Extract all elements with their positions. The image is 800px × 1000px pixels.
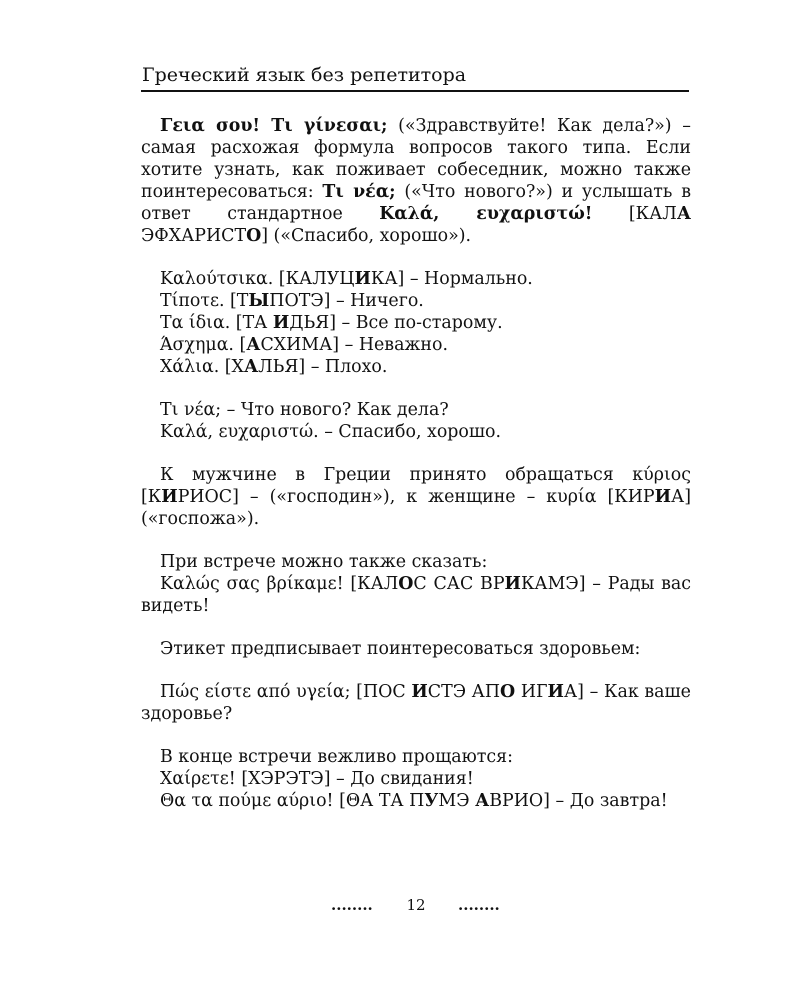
bold-text: О bbox=[398, 574, 414, 594]
text-run: ] («Спасибо, хорошо»). bbox=[261, 226, 472, 246]
body-paragraph bbox=[141, 399, 691, 421]
bold-text: И bbox=[272, 313, 290, 333]
text-run: Χάλια. [Х bbox=[160, 357, 244, 377]
text-run: ВРИО] – До завтра! bbox=[489, 791, 668, 811]
text-run: ЭФХАРИСТ bbox=[141, 226, 247, 246]
body-paragraph bbox=[141, 356, 691, 378]
text-run: Καλούτσικα. [КАЛУЦ bbox=[160, 269, 355, 289]
bold-text: О bbox=[500, 682, 516, 702]
bold-text: О bbox=[246, 226, 262, 246]
text-run: ДЬЯ] – Все по-старому. bbox=[289, 313, 503, 333]
paragraph-gap bbox=[141, 530, 691, 551]
text-run: Τα ίδια. [ТА bbox=[160, 313, 273, 333]
bold-text: И bbox=[161, 487, 178, 507]
text-run: МЭ bbox=[438, 791, 476, 811]
text-run: Καλά, ευχαριστώ. – Спасибо, хорошо. bbox=[160, 422, 502, 442]
bold-text: И bbox=[654, 487, 672, 507]
paragraph-gap bbox=[141, 443, 691, 464]
running-header: Греческий язык без репетитора bbox=[142, 64, 467, 86]
body-paragraph bbox=[141, 312, 691, 334]
text-run: А] – Как ваше здоровье? bbox=[141, 682, 691, 724]
text-run: ПОТЭ] – Ничего. bbox=[269, 291, 424, 311]
body-paragraph bbox=[141, 768, 691, 790]
bold-text: И bbox=[354, 269, 371, 289]
footer-dots-right: ........ bbox=[458, 896, 500, 914]
text-run: [КАЛ bbox=[592, 204, 677, 224]
text-run: Τι νέα; – Что нового? Как дела? bbox=[160, 400, 449, 420]
text-run: Πώς είστε από υγεία; [ПОС bbox=[160, 682, 412, 702]
bold-text: А bbox=[243, 357, 259, 377]
body-paragraph bbox=[141, 790, 691, 812]
text-run: Χαίρετε! [ХЭРЭТЭ] – До свидания! bbox=[160, 769, 474, 789]
page-footer bbox=[0, 896, 800, 918]
bold-text: Καλά, ευχαριστώ! bbox=[379, 204, 593, 224]
text-run: Τίποτε. [Т bbox=[160, 291, 249, 311]
text-run: Θα τα πούμε αύριο! [ΘА ТА П bbox=[160, 791, 425, 811]
text-run: ЛЬЯ] – Плохо. bbox=[258, 357, 388, 377]
body-paragraph bbox=[141, 746, 691, 768]
text-run: К мужчине в Греции принято обращаться κύριος [К bbox=[141, 465, 691, 507]
text-run: Άσχημα. [ bbox=[160, 335, 247, 355]
text-run: А] («госпожа»). bbox=[141, 487, 691, 529]
body-paragraph bbox=[141, 464, 691, 530]
bold-text: А bbox=[246, 335, 261, 355]
footer-dots-left: ........ bbox=[331, 896, 373, 914]
text-run: КА] – Нормально. bbox=[370, 269, 533, 289]
text-run: Καλώς σας βρίκαμε! [КАЛ bbox=[160, 574, 399, 594]
bold-text: И bbox=[547, 682, 564, 702]
header-rule bbox=[141, 90, 689, 92]
body-paragraph bbox=[141, 681, 691, 725]
bold-text: Τι νέα; bbox=[322, 182, 396, 202]
body-paragraph bbox=[141, 573, 691, 617]
bold-text: И bbox=[504, 574, 521, 594]
bold-text: А bbox=[475, 791, 490, 811]
paragraph-gap bbox=[141, 378, 691, 399]
paragraph-gap bbox=[141, 725, 691, 746]
text-run: При встрече можно также сказать: bbox=[160, 552, 488, 572]
bold-text: Ы bbox=[248, 291, 270, 311]
text-run: ИГ bbox=[515, 682, 548, 702]
body-paragraph bbox=[141, 115, 691, 247]
body-paragraph bbox=[141, 268, 691, 290]
text-run: РИОС] – («господин»), к женщине – κυρία [КИР bbox=[177, 487, 655, 507]
bold-text: И bbox=[411, 682, 428, 702]
text-run: («Что нового?») и услышать в ответ стандартное bbox=[141, 182, 691, 224]
paragraph-gap bbox=[141, 247, 691, 268]
text-run: В конце встречи вежливо прощаются: bbox=[160, 747, 514, 767]
text-run: СХИМА] – Неважно. bbox=[260, 335, 449, 355]
page-body bbox=[141, 115, 691, 812]
paragraph-gap bbox=[141, 660, 691, 681]
paragraph-gap bbox=[141, 617, 691, 638]
text-run: («Здравствуйте! Как дела?») – самая расхожая формула вопросов такого типа. Если хотите узнать, как поживает собеседник, можно также поинтересоваться: bbox=[141, 116, 691, 202]
text-run: СТЭ АП bbox=[427, 682, 501, 702]
page-number: 12 bbox=[406, 896, 426, 914]
body-paragraph bbox=[141, 638, 691, 660]
body-paragraph bbox=[141, 290, 691, 312]
body-paragraph bbox=[141, 334, 691, 356]
text-run: КАМЭ] – Рады вас видеть! bbox=[141, 574, 691, 616]
bold-text: У bbox=[424, 791, 439, 811]
bold-text: Γεια σου! Τι γίνεσαι; bbox=[160, 116, 388, 136]
bold-text: А bbox=[676, 204, 691, 224]
body-paragraph bbox=[141, 551, 691, 573]
text-run: С САС ВР bbox=[413, 574, 505, 594]
body-paragraph bbox=[141, 421, 691, 443]
text-run: Этикет предписывает поинтересоваться здоровьем: bbox=[160, 639, 641, 659]
